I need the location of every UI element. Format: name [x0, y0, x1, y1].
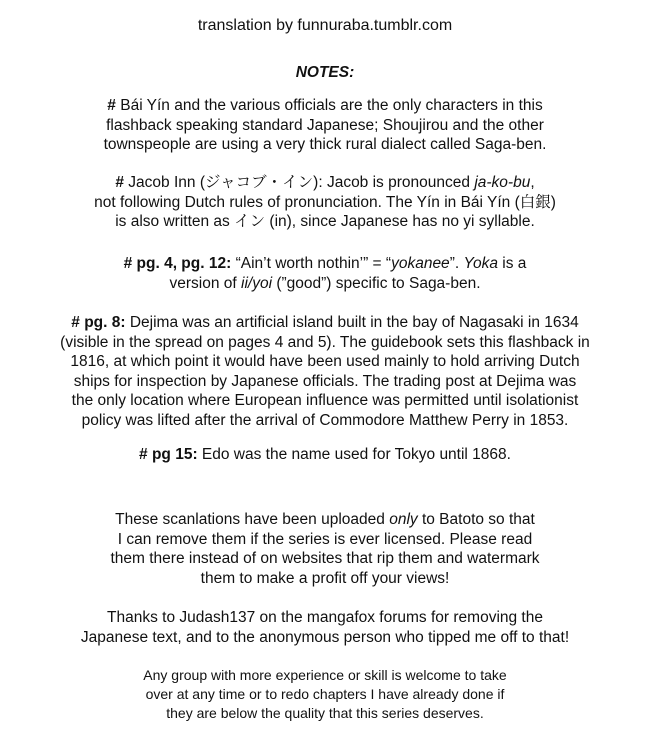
note-line: not following Dutch rules of pronunciation. The Yín in Bái Yín (白銀)	[94, 193, 556, 211]
note-text: (”good”) specific to Saga-ben.	[272, 274, 481, 292]
message-text: to Batoto so that	[417, 511, 535, 528]
message-line: Any group with more experience or skill is welcome to take	[143, 667, 507, 683]
note-line: is also written as イン (in), since Japanese has no yi syllable.	[115, 213, 535, 231]
translation-credit	[40, 16, 610, 36]
message-line: they are below the quality that this series deserves.	[166, 705, 484, 721]
note-text: ”.	[449, 255, 464, 272]
groups-message	[40, 666, 610, 723]
note-italic-term: ii/yoi	[241, 274, 273, 292]
note-line	[40, 96, 610, 116]
message-text: These scanlations have been uploaded	[115, 511, 390, 528]
message-line	[40, 510, 610, 530]
note-label: # pg. 4, pg. 12:	[123, 255, 232, 272]
note-line: (visible in the spread on pages 4 and 5). The guidebook sets this flashback in	[60, 333, 590, 351]
note-line	[40, 173, 610, 193]
note-pg-4-12	[40, 254, 610, 293]
note-line	[40, 254, 610, 274]
credit-text: translation by funnuraba.tumblr.com	[197, 17, 453, 34]
message-line: I can remove them if the series is ever licensed. Please read	[117, 530, 533, 548]
notes-heading	[40, 63, 610, 83]
note-line: 1816, at which point it would have been used mainly to hold arriving Dutch	[70, 353, 580, 371]
note-text: Edo was the name used for Tokyo until 1868.	[201, 446, 511, 463]
note-line: flashback speaking standard Japanese; Shoujirou and the other	[106, 116, 544, 134]
note-text: “Ain’t worth nothin’” = “	[235, 255, 392, 272]
note-italic-term: Yoka	[463, 255, 498, 272]
note-pg-8	[40, 313, 610, 431]
note-line: the only location where European influence was permitted until isolationist	[71, 392, 579, 410]
note-line	[40, 445, 610, 465]
batoto-message	[40, 510, 610, 588]
note-text: version of	[169, 274, 241, 292]
note-line: ships for inspection by Japanese officials. The trading post at Dejima was	[73, 372, 577, 390]
message-line: them to make a profit off your views!	[200, 569, 450, 587]
note-text: is a	[497, 255, 527, 272]
note-bai-yin	[40, 96, 610, 155]
thanks-message	[40, 608, 610, 647]
note-label: # pg 15:	[139, 446, 198, 463]
message-line: them there instead of on websites that rip them and watermark	[110, 550, 540, 568]
message-italic: only	[389, 511, 418, 528]
note-text: Jacob Inn (ジャコブ・イン): Jacob is pronounced	[128, 174, 470, 191]
note-line	[40, 313, 610, 333]
note-marker: #	[115, 174, 124, 191]
note-italic-term: yokanee	[391, 255, 450, 272]
note-line	[40, 274, 610, 294]
message-line: Thanks to Judash137 on the mangafox forums for removing the	[107, 609, 543, 626]
note-label: # pg. 8:	[71, 314, 126, 331]
note-italic-term: ja-ko-bu	[474, 174, 531, 191]
note-marker: #	[107, 97, 116, 114]
note-jacob-inn	[40, 173, 610, 232]
message-line: Japanese text, and to the anonymous person who tipped me off to that!	[80, 628, 570, 646]
message-line: over at any time or to redo chapters I have already done if	[145, 686, 505, 702]
notes-heading-text: NOTES:	[295, 64, 355, 81]
note-pg-15	[40, 445, 610, 465]
note-text: Bái Yín and the various officials are the only characters in this	[120, 97, 543, 114]
note-line: townspeople are using a very thick rural dialect called Saga-ben.	[103, 136, 547, 154]
note-text: Dejima was an artificial island built in the bay of Nagasaki in 1634	[129, 314, 579, 331]
note-line: policy was lifted after the arrival of Commodore Matthew Perry in 1853.	[81, 411, 569, 429]
note-text: ,	[530, 174, 535, 191]
